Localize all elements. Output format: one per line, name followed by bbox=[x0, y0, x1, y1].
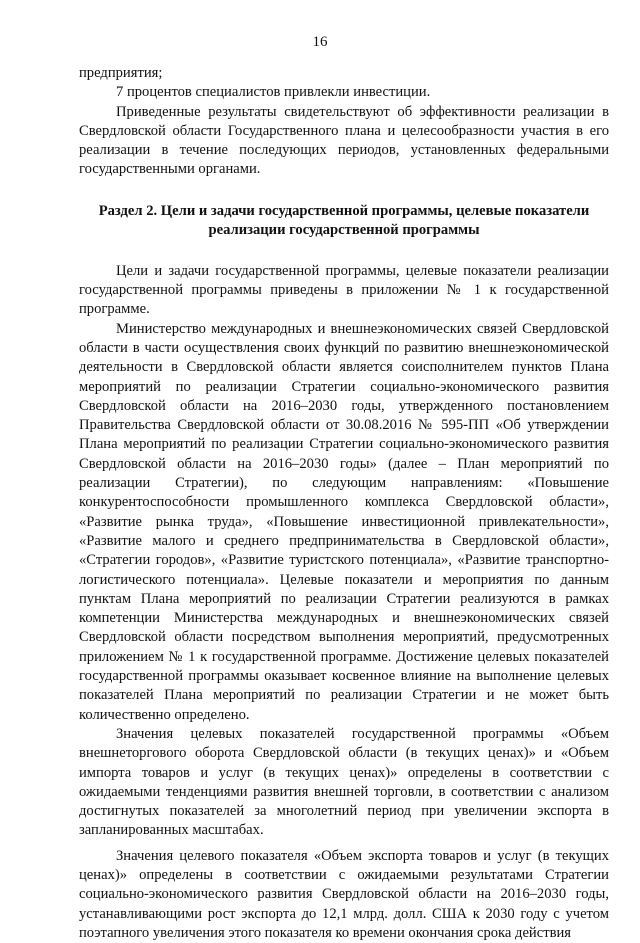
paragraph-indicators: Значения целевых показателей государственной программы «Объем внешнеторгового оборота Свердловской области (в текущих ценах)» и «Объем импорта товаров и услуг (в текущих ценах)» определены в соответствии с ожидаемыми тенденциями развития внешней торговли, в соответствии с анализом достигнутых показателей за многолетний период при увеличении экспорта в запланированных масштабах. bbox=[79, 725, 609, 839]
paragraph-export: Значения целевого показателя «Объем экспорта товаров и услуг (в текущих ценах)» определены в соответствии с ожидаемыми результатами Стратегии социально-экономического развития Свердловской области на 2016–2030 годы, устанавливающими рост экспорта до 12,1 млрд. долл. США к 2030 году с учетом поэтапного увеличения этого показателя ко времени окончания срока действия bbox=[79, 847, 609, 941]
document-body bbox=[79, 64, 609, 943]
section-heading: Раздел 2. Цели и задачи государственной программы, целевые показатели реализации государственной программы bbox=[98, 202, 590, 238]
paragraph-ministry: Министерство международных и внешнеэкономических связей Свердловской области в части осуществления своих функций по развитию внешнеэкономической деятельности в Свердловской области является соисполнителем пунктов Плана мероприятий по реализации Стратегии социально-экономического развития Свердловской области на 2016–2030 годы, утвержденного постановлением Правительства Свердловской области от 30.08.2016 № 595-ПП «Об утверждении Плана мероприятий по реализации Стратегии социально-экономического развития Свердловской области на 2016–2030 годы» (далее – План мероприятий по реализации Стратегии), по следующим направлениям: «Повышение конкурентоспособности промышленного комплекса Свердловской области», «Развитие рынка труда», «Повышение инвестиционной привлекательности», «Развитие малого и среднего предпринимательства в Свердловской области», «Стратегии городов», «Развитие туристского потенциала», «Развитие транспортно-логистического потенциала». Целевые показатели и мероприятия по данным пунктам Плана мероприятий по реализации Стратегии реализуются в рамках компетенции Министерства международных и внешнеэкономических связей Свердловской области посредством выполнения мероприятий, предусмотренных приложением № 1 к государственной программе. Достижение целевых показателей государственной программы оказывает косвенное влияние на выполнение целевых показателей Плана мероприятий по реализации Стратегии и не может быть количественно определено. bbox=[79, 320, 609, 723]
page-number: 16 bbox=[312, 34, 328, 50]
intro-line-2: 7 процентов специалистов привлекли инвестиции. bbox=[116, 84, 431, 101]
intro-line-1: предприятия; bbox=[79, 65, 163, 81]
paragraph-goals: Цели и задачи государственной программы, целевые показатели реализации государственной программы приведены в приложении № 1 к государственной программе. bbox=[79, 262, 609, 318]
intro-paragraph: Приведенные результаты свидетельствуют об эффективности реализации в Свердловской области Государственного плана и целесообразности участия в его реализации в течение последующих периодов, установленных федеральными государственными органами. bbox=[79, 103, 609, 178]
